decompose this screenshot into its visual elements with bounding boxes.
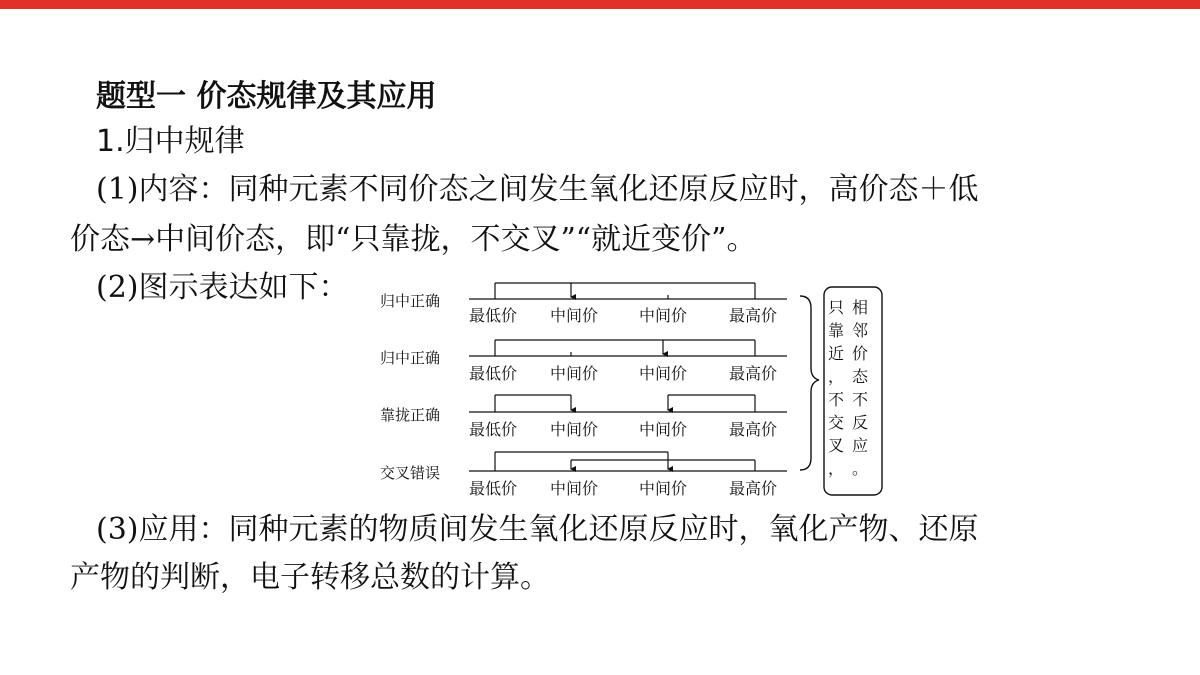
tick-label: 中间价 [550,306,599,325]
application-line-1: (3)应用：同种元素的物质间发生氧化还原反应时，氧化产物、还原 [96,512,979,547]
note-column-1 [828,298,844,478]
note-char: 反 [852,413,869,432]
content-line-1: (1)内容：同种元素不同价态之间发生氧化还原反应时，高价态＋低 [96,172,979,207]
tick-label: 最低价 [469,306,518,325]
note-char: 只 [828,298,845,317]
top-accent-bar [0,0,1200,9]
application-line-2: 产物的判断，电子转移总数的计算。 [70,560,550,595]
tick-label: 最高价 [729,306,778,325]
row-label: 归中正确 [380,349,441,367]
note-char: 价 [852,344,869,363]
tick-label: 最低价 [469,364,518,383]
diagram-row-1 [380,283,787,325]
note-char: 相 [852,298,869,317]
tick-label: 最高价 [729,420,778,439]
valence-diagram [375,272,885,504]
section-title: 题型一 价态规律及其应用 [96,79,437,114]
tick-label: 最低价 [469,479,518,498]
tick-label: 中间价 [550,364,599,383]
note-char: ， [828,459,845,478]
row-label: 靠拢正确 [380,406,441,424]
tick-label: 中间价 [639,364,688,383]
tick-label: 中间价 [639,420,688,439]
row-label: 交叉错误 [380,464,441,482]
note-char: 。 [852,459,869,478]
row-label: 归中正确 [380,292,441,310]
diagram-row-4 [380,452,787,498]
note-char: 叉 [828,436,845,455]
tick-label: 最高价 [729,364,778,383]
tick-label: 中间价 [550,420,599,439]
note-char: 交 [828,413,845,432]
curly-brace [800,296,819,470]
note-column-2 [852,298,869,478]
content-line-2: 价态→中间价态，即“只靠拢，不交叉”“就近变价”。 [70,222,757,257]
tick-label: 中间价 [639,479,688,498]
tick-label: 最高价 [729,479,778,498]
note-char: 态 [852,367,869,386]
note-char: 应 [852,436,869,455]
tick-label: 中间价 [639,306,688,325]
tick-label: 最低价 [469,420,518,439]
note-char: 邻 [852,321,869,340]
note-char: 不 [828,390,845,409]
note-char: 近 [828,344,845,363]
note-char: ， [828,367,845,386]
figure-intro: (2)图示表达如下： [96,270,349,305]
diagram-row-3 [380,395,787,439]
note-char: 不 [852,390,869,409]
tick-label: 中间价 [550,479,599,498]
subsection-title: 1.归中规律 [96,124,245,159]
diagram-row-2 [380,340,787,383]
note-char: 靠 [828,321,845,340]
